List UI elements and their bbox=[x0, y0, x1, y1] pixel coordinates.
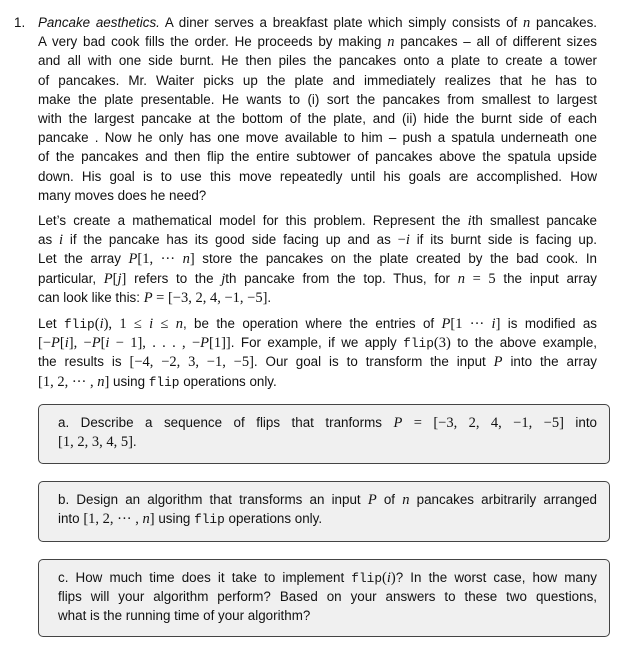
math-variable: i bbox=[99, 316, 104, 332]
text-line bbox=[38, 51, 597, 70]
math-variable: P bbox=[200, 335, 210, 352]
math-variable: n bbox=[175, 316, 183, 332]
code: flip bbox=[351, 571, 383, 586]
math-variable: P bbox=[441, 316, 451, 332]
text-run: b. Design an algorithm that transforms an input bbox=[58, 492, 368, 507]
math: = 5 bbox=[464, 270, 496, 287]
math-variable: i bbox=[386, 570, 391, 586]
text-run: if the pancake has its good side facing up and as bbox=[63, 232, 398, 248]
text-line bbox=[38, 372, 597, 391]
math: [−4, −2, 3, −1, −5] bbox=[129, 354, 254, 371]
text-line bbox=[38, 230, 597, 249]
text-run: can look like this: bbox=[38, 289, 144, 305]
text-run: using bbox=[154, 511, 195, 527]
text-run: what is the running time of your algorithm? bbox=[58, 608, 311, 624]
math-variable: i bbox=[405, 232, 410, 249]
text-run: . bbox=[132, 434, 137, 450]
math: [1 ··· bbox=[450, 316, 492, 332]
text-line bbox=[58, 432, 597, 451]
math-variable: n bbox=[142, 511, 150, 528]
text-run: into the array bbox=[502, 354, 597, 370]
text-line bbox=[58, 490, 597, 509]
text-run: flips will your algorithm perform? Based on your answers to these two questions, bbox=[58, 589, 597, 605]
math: ], − bbox=[68, 335, 92, 352]
text-run: and all with one side burnt. He then piles the pancakes onto a plate to create a tower bbox=[38, 53, 597, 69]
text-run: of the pancakes and then flip the entire subtower of pancakes above the spatula upside bbox=[38, 149, 597, 165]
text-run: make the plate presentable. He wants to (i) sort the pancakes from smallest to largest bbox=[38, 91, 597, 107]
math: [1, 2, ··· , bbox=[83, 511, 143, 528]
math: [1]] bbox=[209, 335, 231, 352]
text-run: using bbox=[109, 373, 149, 389]
math: ] bbox=[149, 511, 155, 528]
math: [1, ··· bbox=[137, 251, 183, 268]
text-line bbox=[58, 606, 597, 625]
text-run: . Our goal is to transform the input bbox=[253, 354, 494, 370]
text-line bbox=[38, 71, 597, 90]
text-run: refers to the bbox=[126, 270, 222, 286]
text-line bbox=[38, 269, 597, 288]
text-run: down. His goal is to use this move repeatedly until his goals are accomplished. How bbox=[38, 168, 597, 184]
math: (3) bbox=[433, 335, 451, 352]
math: ] bbox=[104, 373, 110, 390]
text-run: pancake . Now he only has one move available to him – push a spatula underneath one bbox=[38, 130, 597, 146]
text-run: if its burnt side is facing up. bbox=[409, 232, 597, 248]
math: [ bbox=[112, 270, 118, 287]
text-line bbox=[38, 314, 597, 333]
text-run: . For example, if we apply bbox=[230, 335, 404, 351]
question-c-box bbox=[38, 559, 610, 637]
math: [ bbox=[100, 335, 106, 352]
math-variable: P bbox=[393, 415, 403, 431]
text-run: . bbox=[267, 289, 272, 305]
text-run: th smallest pancake bbox=[471, 213, 597, 228]
math: − 1], . . . , − bbox=[109, 335, 201, 352]
question-a-box bbox=[38, 404, 610, 464]
math-variable: P bbox=[91, 335, 101, 352]
text-line bbox=[58, 413, 597, 432]
code: flip bbox=[403, 336, 434, 352]
text-line bbox=[58, 509, 597, 528]
model-paragraph bbox=[38, 211, 597, 307]
math: ] bbox=[189, 251, 195, 268]
text-run: operations only. bbox=[179, 373, 277, 389]
text-run: th pancake from the top. Thus, for bbox=[225, 270, 458, 286]
text-line bbox=[38, 90, 597, 109]
math-variable: i bbox=[467, 213, 472, 229]
text-line bbox=[38, 288, 597, 307]
text-run: into bbox=[563, 415, 597, 430]
text-line bbox=[38, 109, 597, 128]
text-line bbox=[38, 211, 597, 230]
math-variable: i bbox=[491, 316, 496, 332]
text-run: as bbox=[38, 232, 59, 248]
math: [1, 2, ··· , bbox=[38, 373, 98, 390]
math-variable: n bbox=[97, 373, 105, 390]
text-run: operations only. bbox=[224, 511, 323, 527]
problem-number: 1. bbox=[14, 15, 26, 30]
text-line bbox=[38, 333, 597, 352]
text-line bbox=[38, 13, 597, 32]
text-run: ? In the worst case, how many bbox=[395, 570, 597, 585]
math-variable: i bbox=[64, 335, 69, 352]
code: flip bbox=[194, 512, 225, 528]
math-variable: n bbox=[457, 270, 465, 287]
code: flip bbox=[64, 317, 95, 332]
math: ( bbox=[94, 316, 100, 332]
math-variable: P bbox=[367, 492, 377, 508]
math: ) bbox=[390, 570, 396, 586]
text-run: is modified as bbox=[500, 316, 597, 331]
math: ] bbox=[121, 270, 127, 287]
math-variable: P bbox=[51, 335, 60, 352]
text-run: pancakes – all of different sizes bbox=[394, 34, 597, 50]
problem-statement bbox=[38, 13, 597, 205]
text-run: , be the operation where the entries of bbox=[182, 316, 442, 331]
math: − bbox=[397, 232, 406, 249]
text-line bbox=[38, 32, 597, 51]
text-run: Let’s create a mathematical model for this problem. Represent the bbox=[38, 213, 468, 228]
text-line bbox=[58, 568, 597, 587]
text-run: A very bad cook fills the order. He proceeds by making bbox=[38, 34, 388, 50]
text-run: Let bbox=[38, 316, 64, 331]
math: = [−3, 2, 4, −1, −5] bbox=[152, 289, 268, 306]
text-line bbox=[38, 167, 597, 186]
text-run: store the pancakes on the plate created by the bad cook. In bbox=[194, 251, 597, 267]
math: = [−3, 2, 4, −1, −5] bbox=[402, 415, 564, 431]
math-variable: n bbox=[522, 15, 531, 31]
code: flip bbox=[148, 374, 180, 390]
text-run: of pancakes. Mr. Waiter picks up the plate and immediately realizes that he has to bbox=[38, 72, 597, 88]
math-variable: n bbox=[402, 492, 410, 508]
text-run: Let the array bbox=[38, 251, 129, 267]
math: [1, 2, 3, 4, 5] bbox=[58, 434, 133, 451]
math: ≤ bbox=[153, 316, 176, 332]
math: ] bbox=[495, 316, 501, 332]
math-variable: P bbox=[493, 354, 503, 371]
text-run: many moves does he need? bbox=[38, 187, 207, 203]
text-run: A diner serves a breakfast plate which simply consists of bbox=[159, 15, 523, 30]
math-variable: i bbox=[149, 316, 154, 332]
text-run: into bbox=[58, 511, 84, 527]
text-line bbox=[38, 128, 597, 147]
flip-definition-paragraph bbox=[38, 314, 597, 391]
math-variable: j bbox=[221, 270, 226, 287]
math-variable: i bbox=[105, 335, 110, 352]
math-variable: i bbox=[59, 232, 64, 249]
math-variable: j bbox=[117, 270, 122, 287]
text-line bbox=[38, 186, 597, 205]
math-variable: P bbox=[103, 270, 113, 287]
text-run: the input array bbox=[495, 270, 597, 286]
italic-text: Pancake aesthetics. bbox=[38, 15, 160, 30]
text-line bbox=[58, 587, 597, 606]
math: ), 1 ≤ bbox=[103, 316, 150, 332]
text-line bbox=[38, 352, 597, 371]
text-run: with the largest pancake at the bottom of the plate, and (ii) hide the burnt side of each bbox=[38, 110, 597, 126]
text-line bbox=[38, 147, 597, 166]
math: [− bbox=[38, 335, 52, 352]
text-run: pancakes arbitrarily arranged bbox=[409, 492, 597, 507]
text-run: c. How much time does it take to implement bbox=[58, 570, 352, 585]
text-run: particular, bbox=[38, 270, 104, 286]
math-variable: P bbox=[143, 289, 153, 306]
text-line bbox=[38, 249, 597, 268]
question-b-box bbox=[38, 481, 610, 542]
math-variable: n bbox=[182, 251, 190, 268]
text-run: the results is bbox=[38, 354, 130, 370]
math-variable: n bbox=[387, 34, 395, 51]
text-run: to the above example, bbox=[450, 335, 597, 351]
math: ( bbox=[382, 570, 387, 586]
text-run: a. Describe a sequence of flips that tranforms bbox=[58, 415, 394, 430]
text-run: pancakes. bbox=[530, 15, 597, 30]
math: [ bbox=[59, 335, 65, 352]
math-variable: P bbox=[128, 251, 138, 268]
text-run: of bbox=[376, 492, 403, 507]
